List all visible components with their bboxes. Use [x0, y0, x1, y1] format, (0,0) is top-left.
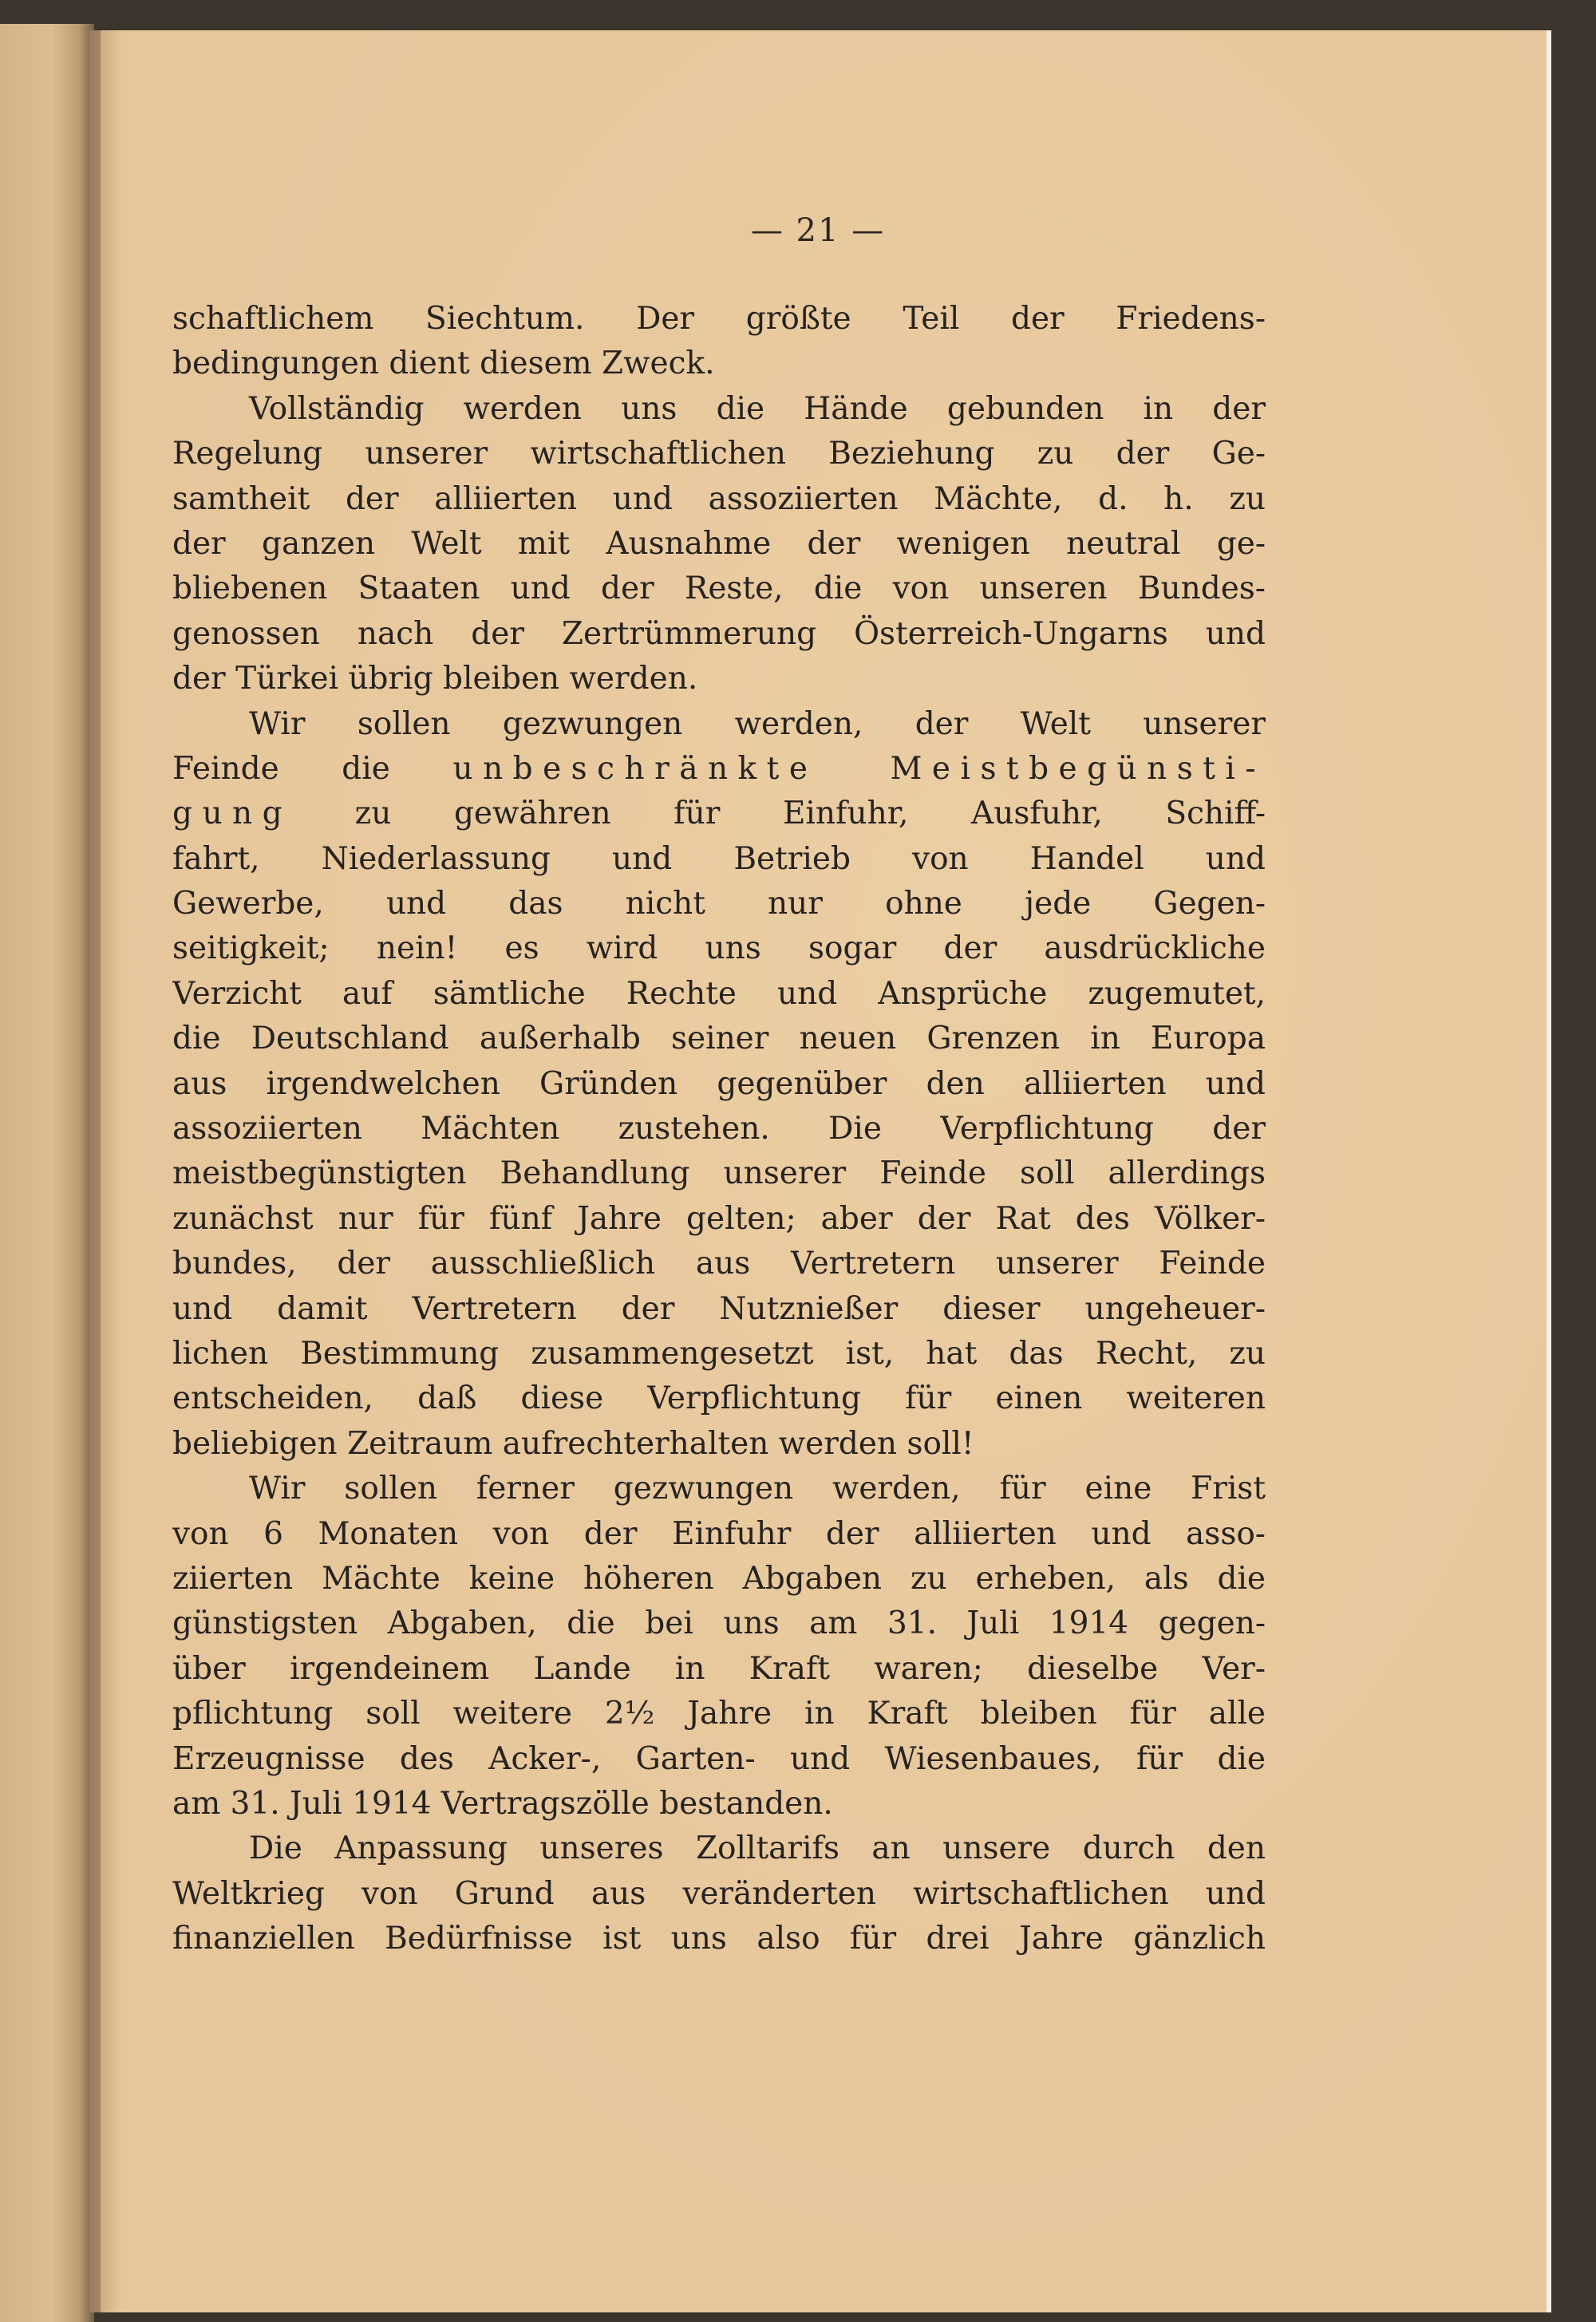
text-line: Verzicht auf sämtliche Rechte und Ansprüche zugemutet, [172, 975, 1266, 1012]
text-line: genossen nach der Zertrümmerung Österreich-Ungarns und [172, 615, 1266, 652]
text-line: meistbegünstigten Behandlung unserer Feinde soll allerdings [172, 1155, 1266, 1192]
page-number: — 21 — [750, 212, 886, 249]
text-line: die Deutschland außerhalb seiner neuen Grenzen in Europa [172, 1021, 1266, 1057]
text-line: zunächst nur für fünf Jahre gelten; aber der Rat des Völker- [172, 1200, 1266, 1237]
text-line [172, 747, 1266, 792]
text-line: fahrt, Niederlassung und Betrieb von Handel und [172, 840, 1266, 877]
text-line: bundes, der ausschließlich aus Vertretern unserer Feinde [172, 1246, 1266, 1282]
text-line: Weltkrieg von Grund aus veränderten wirtschaftlichen und [172, 1875, 1266, 1912]
text-line: assoziierten Mächten zustehen. Die Verpflichtung der [172, 1111, 1266, 1147]
text-line: beliebigen Zeitraum aufrechterhalten werden soll! [172, 1425, 974, 1462]
text-line: lichen Bestimmung zusammengesetzt ist, hat das Recht, zu [172, 1335, 1266, 1372]
text-line: aus irgendwelchen Gründen gegenüber den alliierten und [172, 1065, 1266, 1102]
text-line: ziierten Mächte keine höheren Abgaben zu erheben, als die [172, 1560, 1266, 1597]
text-line: am 31. Juli 1914 Vertragszölle bestanden. [172, 1785, 833, 1822]
text-line: Erzeugnisse des Acker-, Garten- und Wiesenbaues, für die [172, 1740, 1266, 1777]
text-line: Gewerbe, und das nicht nur ohne jede Gegen- [172, 886, 1266, 922]
spine-shadow [89, 30, 101, 2312]
text-line: Die Anpassung unseres Zolltarifs an unsere durch den [249, 1830, 1266, 1867]
text-segment: zu gewähren für Einfuhr, Ausfuhr, Schiff- [292, 796, 1266, 832]
text-line: Regelung unserer wirtschaftlichen Beziehung zu der Ge- [172, 436, 1266, 472]
text-line: Wir sollen gezwungen werden, der Welt unserer [249, 705, 1266, 742]
text-line: samtheit der alliierten und assoziierten Mächte, d. h. zu [172, 480, 1266, 517]
text-line: schaftlichem Siechtum. Der größte Teil der Friedens- [172, 301, 1266, 337]
text-line: günstigsten Abgaben, die bei uns am 31. Juli 1914 gegen- [172, 1605, 1266, 1642]
text-line: Vollständig werden uns die Hände gebunden in der [249, 390, 1266, 427]
text-line: seitigkeit; nein! es wird uns sogar der ausdrückliche [172, 930, 1266, 967]
text-line: und damit Vertretern der Nutznießer dieser ungeheuer- [172, 1290, 1266, 1327]
text-line: bliebenen Staaten und der Reste, die von unseren Bundes- [172, 571, 1266, 607]
text-line: pflichtung soll weitere 2½ Jahre in Kraft bleiben für alle [172, 1696, 1266, 1732]
text-line: bedingungen dient diesem Zweck. [172, 346, 715, 382]
text-line: finanziellen Bedürfnisse ist uns also für drei Jahre gänzlich [172, 1921, 1266, 1957]
text-line: von 6 Monaten von der Einfuhr der alliierten und asso- [172, 1515, 1266, 1552]
text-line: Wir sollen ferner gezwungen werden, für eine Frist [249, 1471, 1266, 1507]
emphasized-text: gung [172, 796, 293, 832]
facing-page-edge [0, 24, 94, 2322]
text-line: der Türkei übrig bleiben werden. [172, 661, 698, 697]
emphasized-text: unbeschränkte Meistbegünsti- [452, 750, 1266, 787]
text-segment: Feinde die [172, 750, 453, 787]
text-line: über irgendeinem Lande in Kraft waren; dieselbe Ver- [172, 1650, 1266, 1687]
text-line: der ganzen Welt mit Ausnahme der wenigen neutral ge- [172, 525, 1266, 562]
text-line: entscheiden, daß diese Verpflichtung für einen weiteren [172, 1380, 1266, 1417]
text-line [172, 792, 1266, 836]
body-text [172, 297, 1266, 1961]
